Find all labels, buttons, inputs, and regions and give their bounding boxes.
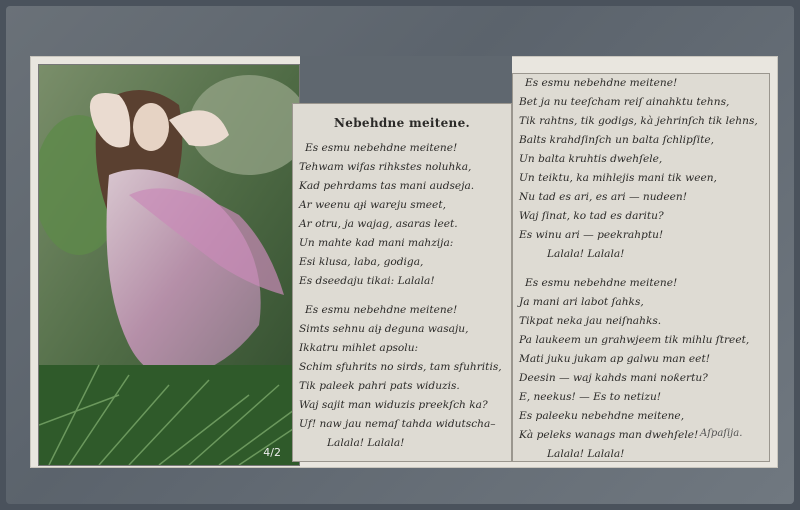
poem-line: Deesin — waj kahds mani noƙertu? [519,372,708,384]
poem-line: Uf! naw jau nemaſ tahda widutscha– [299,418,496,430]
poem-line: Es esmu nebehdne meitene! [525,77,678,89]
poem-line: E, neekus! — Es to netizu! [519,391,662,403]
poem-line: Ar otru, ja wajag, asaras leet. [299,218,458,230]
poem-line: Un teiktu, ka mihlejis mani tik ween, [519,172,717,184]
author-signature: Aſpaſija. [700,428,743,439]
poem-line: Ikkatru mihlet apsolu: [299,342,419,354]
poem-line: Es esmu nebehdne meitene! [305,304,458,316]
poem-line: Tik rahtns, tik godigs, kà jehrinſch tik lehns, [519,115,758,127]
poem-line: Balts krahdſinſch un balta ſchlipſite, [519,134,715,146]
stanza-spacer [513,264,769,274]
poem-line: Es dseedaju tikai: Lalala! [299,275,435,287]
poem-line: Pa laukeem un grahwjeem tik mihlu ſtreet, [519,334,750,346]
poem-line: Es esmu nebehdne meitene! [525,277,678,289]
poem-line: Esi klusa, laba, godiga, [299,256,424,268]
poem-line: Es esmu nebehdne meitene! [305,142,458,154]
poem-line: Tehwam wifas rihkstes noluhka, [299,161,472,173]
poem-line: Un mahte kad mani mahzija: [299,237,454,249]
poem-line: Es winu ari — peekrahptu! [519,229,664,241]
poem-line: Tik paleek pahri pats widuzis. [299,380,460,392]
poem-refrain: Lalala! Lalala! [547,248,625,260]
photo-illustration [39,65,299,465]
poem-line: Ar weenu aɟi wareju smeet, [299,199,446,211]
card-notch [300,56,512,104]
poem-line: Bet ja nu teeſcham reiſ ainahktu tehns, [519,96,730,108]
poem-line: Waj ſinat, ko tad es daritu? [519,210,664,222]
poem-line: Nu tad es ari, es ari — nudeen! [519,191,687,203]
poem-line: Ja mani ari labot ſahks, [519,296,644,308]
poem-column-right [512,73,770,462]
poem-line: Mati juku jukam ap galwu man eet! [519,353,710,365]
poem-refrain: Lalala! Lalala! [547,448,625,460]
poem-refrain: Lalala! Lalala! [327,437,405,449]
poem-line: Simts sehnu aiɟ deguna wasaju, [299,323,469,335]
poem-title: Nebehdne meitene. [334,116,470,130]
poem-line: Kad pehrdams tas mani audseja. [299,180,475,192]
poem-line: Waj sajit man widuzis preekſch ka? [299,399,488,411]
poem-line: Kà peleks wanags man dwehſele! [519,429,699,441]
poem-column-left [292,103,512,462]
woman-photograph [38,64,300,466]
stanza-2 [293,301,511,453]
poem-line: Tikpat neka jau neiſnahks. [519,315,662,327]
stanza-spacer [293,291,511,301]
photo-initials: 4/2 [263,446,281,459]
poem-line: Schim sfuhrits no sirds, tam sfuhritis, [299,361,502,373]
poem-line: Es paleeku nebehdne meitene, [519,410,685,422]
poem-line: Un balta kruhtis dwehſele, [519,153,663,165]
stanza-3 [513,74,769,264]
stanza-1 [293,139,511,291]
